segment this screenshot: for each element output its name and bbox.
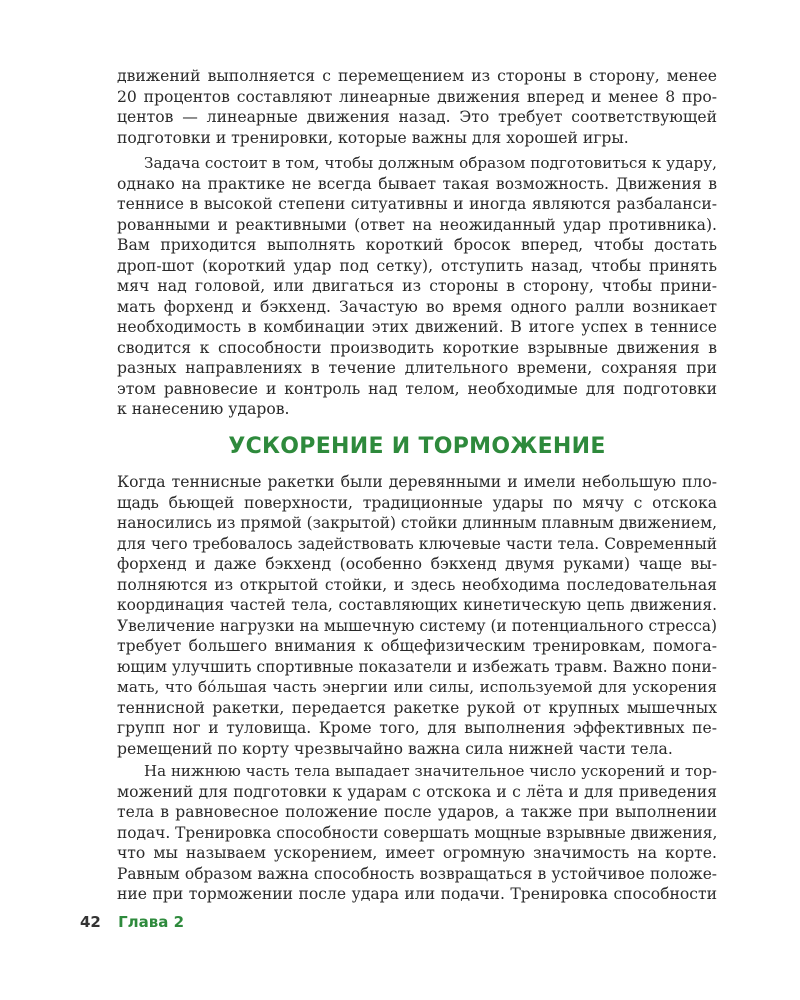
page-footer: [80, 913, 184, 931]
paragraph-4: [117, 761, 717, 905]
text-line: однако на практике не всегда бывает такая возможность. Движения в: [117, 174, 717, 193]
text-line: подач. Тренировка способности совершать мощные взрывные движения,: [117, 823, 718, 842]
text-line: групп ног и туловища. Кроме того, для выполнения эффективных пе-: [117, 719, 717, 737]
text-line: этом равновесие и контроль над телом, необходимые для подготовки: [117, 379, 717, 398]
section-heading: УСКОРЕНИЕ И ТОРМОЖЕНИЕ: [228, 434, 606, 459]
text-line: форхенд и даже бэкхенд (особенно бэкхенд двумя руками) чаще вы-: [117, 555, 717, 573]
text-line: что мы называем ускорением, имеет огромную значимость на корте.: [117, 844, 717, 862]
text-line: Задача состоит в том, чтобы должным образом подготовиться к удару,: [144, 154, 717, 172]
text-line: дроп-шот (короткий удар под сетку), отступить назад, чтобы принять: [117, 256, 717, 275]
text-line: щадь бьющей поверхности, традиционные удары по мячу с отскока: [117, 493, 717, 512]
text-line: мать, что бóльшая часть энергии или силы, используемой для ускорения: [117, 678, 717, 696]
text-line: разных направлениях в течение длительного времени, сохраняя при: [117, 359, 717, 377]
text-line: На нижнюю часть тела выпадает значительное число ускорений и тор-: [144, 762, 717, 780]
text-line: тела в равновесное положение после ударов, а также при выполнении: [117, 803, 717, 821]
text-line: рованными и реактивными (ответ на неожиданный удар противника).: [117, 215, 717, 234]
text-line: наносились из прямой (закрытой) стойки длинным плавным движением,: [117, 514, 717, 532]
text-line: необходимость в комбинации этих движений. В итоге успех в теннисе: [117, 318, 717, 336]
text-line: для чего требовалось задействовать ключевые части тела. Современный: [117, 534, 717, 553]
text-line: теннисе в высокой степени ситуативны и иногда являются разбаланси-: [117, 195, 717, 213]
text-line: полняются из открытой стойки, и здесь необходима последовательная: [117, 575, 717, 594]
chapter-label: Глава 2: [118, 913, 185, 931]
text-line: к нанесению ударов.: [117, 400, 290, 418]
paragraph-continuation: [117, 66, 717, 148]
paragraph-2: [117, 153, 717, 420]
text-line: Когда теннисные ракетки были деревянными и имели небольшую пло-: [117, 473, 717, 491]
text-line: ремещений по корту чрезвычайно важна сила нижней части тела.: [117, 739, 673, 758]
page-number: 42: [80, 913, 101, 931]
text-line: Увеличение нагрузки на мышечную систему (и потенциального стресса): [117, 616, 717, 635]
text-line: требует большего внимания к общефизическим тренировкам, помога-: [117, 637, 717, 655]
text-line: центов — линеарные движения назад. Это требует соответствующей: [117, 108, 717, 126]
text-line: координация частей тела, составляющих кинетическую цепь движения.: [117, 596, 717, 614]
text-line: мяч над головой, или двигаться из стороны в сторону, чтобы прини-: [117, 277, 717, 295]
text-line: 20 процентов составляют линеарные движения вперед и менее 8 про-: [117, 87, 717, 106]
text-line: ющим улучшить спортивные показатели и избежать травм. Важно пони-: [117, 657, 717, 676]
text-line: Вам приходится выполнять короткий бросок вперед, чтобы достать: [117, 236, 717, 254]
paragraph-3: [117, 472, 717, 759]
text-line: ние при торможении после удара или подачи. Тренировка способности: [117, 885, 717, 903]
text-line: теннисной ракетки, передается ракетке рукой от крупных мышечных: [117, 698, 717, 717]
text-line: мать форхенд и бэкхенд. Зачастую во время одного ралли возникает: [117, 297, 717, 316]
text-line: движений выполняется с перемещением из стороны в сторону, менее: [117, 67, 717, 85]
text-line: сводится к способности производить короткие взрывные движения в: [117, 338, 717, 357]
text-line: Равным образом важна способность возвращаться в устойчивое положе-: [117, 864, 717, 883]
text-line: подготовки и тренировки, которые важны для хорошей игры.: [117, 128, 629, 147]
text-line: можений для подготовки к ударам с отскока и с лёта и для приведения: [117, 782, 717, 801]
